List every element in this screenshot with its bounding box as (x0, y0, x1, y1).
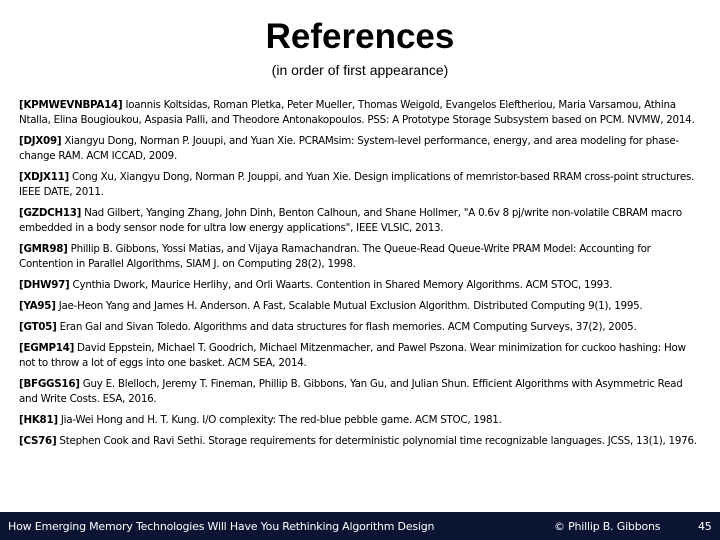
slide-footer (0, 512, 720, 540)
reference-item (19, 377, 703, 407)
reference-key: [HK81] (19, 414, 58, 426)
reference-item (19, 206, 703, 236)
reference-key: [YA95] (19, 300, 56, 312)
reference-key: [KPMWEVNBPA14] (19, 99, 123, 111)
reference-item (19, 320, 703, 335)
reference-text: Xiangyu Dong, Norman P. Jouupi, and Yuan Xie. PCRAMsim: System-level performance, energy, and area modeling for phase-change RAM. ACM ICCAD, 2009. (19, 135, 679, 162)
reference-key: [BFGGS16] (19, 378, 80, 390)
reference-key: [DJX09] (19, 135, 62, 147)
reference-item (19, 278, 703, 293)
slide-title: References (265, 17, 455, 56)
reference-text: Cynthia Dwork, Maurice Herlihy, and Orli Waarts. Contention in Shared Memory Algorithms. ACM STOC, 1993. (69, 279, 613, 291)
reference-item (19, 299, 703, 314)
reference-text: Guy E. Blelloch, Jeremy T. Fineman, Phillip B. Gibbons, Yan Gu, and Julian Shun. Efficient Algorithms with Asymmetric Read and Write Costs. ESA, 2016. (19, 378, 683, 405)
reference-text: Ioannis Koltsidas, Roman Pletka, Peter Mueller, Thomas Weigold, Evangelos Eleftheriou, Maria Varsamou, Athina Ntalla, Elina Bougioukou, Aspasia Palli, and Theodore Antonakopoulos. PSS: A Prototype Storage Subsystem based on PCM. NVMW, 2014. (19, 99, 695, 126)
reference-text: Jia-Wei Hong and H. T. Kung. I/O complexity: The red-blue pebble game. ACM STOC, 1981. (57, 414, 502, 426)
reference-item (19, 413, 703, 428)
reference-item (19, 341, 703, 371)
reference-item (19, 434, 703, 449)
reference-text: Nad Gilbert, Yanging Zhang, John Dinh, Benton Calhoun, and Shane Hollmer, "A 0.6v 8 pj/write non-volatile CBRAM macro embedded in a body sensor node for ultra low energy applications", IEEE VLSIC, 2013. (19, 207, 682, 234)
page-number: 45 (698, 520, 712, 533)
reference-text: Eran Gal and Sivan Toledo. Algorithms and data structures for flash memories. ACM Computing Surveys, 37(2), 2005. (56, 321, 637, 333)
reference-item (19, 134, 703, 164)
reference-key: [GMR98] (19, 243, 68, 255)
reference-key: [CS76] (19, 435, 57, 447)
reference-key: [GT05] (19, 321, 57, 333)
reference-list (19, 98, 703, 455)
reference-key: [EGMP14] (19, 342, 75, 354)
reference-text: David Eppstein, Michael T. Goodrich, Michael Mitzenmacher, and Pawel Pszona. Wear minimization for cuckoo hashing: How not to throw a lot of eggs into one basket. ACM SEA, 2014. (19, 342, 686, 369)
footer-copyright: © Phillip B. Gibbons (554, 520, 661, 533)
reference-key: [GZDCH13] (19, 207, 82, 219)
reference-item (19, 170, 703, 200)
footer-title: How Emerging Memory Technologies Will Have You Rethinking Algorithm Design (8, 520, 435, 533)
reference-key: [DHW97] (19, 279, 70, 291)
reference-text: Jae-Heon Yang and James H. Anderson. A Fast, Scalable Mutual Exclusion Algorithm. Distributed Computing 9(1), 1995. (55, 300, 643, 312)
reference-text: Phillip B. Gibbons, Yossi Matias, and Vijaya Ramachandran. The Queue-Read Queue-Write PRAM Model: Accounting for Contention in Parallel Algorithms, SIAM J. on Computing 28(2), 1998. (19, 243, 651, 270)
reference-item (19, 98, 703, 128)
reference-key: [XDJX11] (19, 171, 69, 183)
reference-text: Stephen Cook and Ravi Sethi. Storage requirements for deterministic polynomial time recognizable languages. JCSS, 13(1), 1976. (56, 435, 697, 447)
reference-text: Cong Xu, Xiangyu Dong, Norman P. Jouppi, and Yuan Xie. Design implications of memristor-based RRAM cross-point structures. IEEE DATE, 2011. (19, 171, 695, 198)
reference-item (19, 242, 703, 272)
slide-subtitle: (in order of first appearance) (271, 62, 449, 78)
